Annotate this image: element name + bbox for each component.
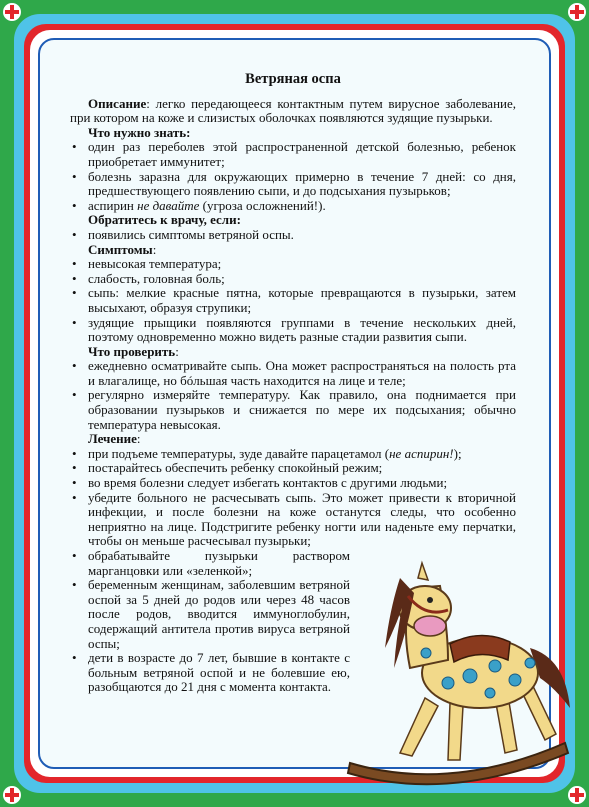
list-item: • ежедневно осматривайте сыпь. Она может распространяться на полость рта и влагалище, но бóльшая часть находится на лице и теле; [70, 359, 516, 388]
list-item: • постарайтесь обеспечить ребенку спокойный режим; [70, 461, 516, 476]
symptoms-heading-colon: : [152, 241, 157, 257]
section-heading-treatment [70, 432, 516, 447]
description-label: Описание [88, 95, 147, 111]
check-list [70, 359, 516, 432]
section-heading-know: Что нужно знать: [88, 124, 191, 140]
know-list [70, 140, 516, 213]
check-heading-text: Что проверить [88, 343, 176, 359]
list-item: • слабость, головная боль; [70, 272, 516, 287]
rocking-horse-illustration [330, 548, 580, 788]
fever-prefix: при подъеме температуры, зуде давайте парацетамол ( [88, 445, 390, 461]
red-cross-icon [570, 5, 584, 19]
list-item: • дети в возрасте до 7 лет, бывшие в контакте с больным ветряной оспой и не болевшие ею, разобщаются до 21 дня с момента контакта. [70, 651, 350, 695]
symptoms-heading-text: Симптомы [88, 241, 153, 257]
list-item [70, 199, 516, 214]
list-item: • зудящие прыщики появляются группами в течение нескольких дней, поэтому одновременно можно видеть разные стадии развития сыпи. [70, 316, 516, 345]
treatment-list [70, 447, 516, 549]
list-item: • сыпь: мелкие красные пятна, которые превращаются в пузырьки, затем высыхают, образуя струпики; [70, 286, 516, 315]
red-cross-icon [570, 788, 584, 802]
list-item: • во время болезни следует избегать контактов с другими людьми; [70, 476, 516, 491]
red-cross-icon [5, 5, 19, 19]
list-item: • убедите больного не расчесывать сыпь. Это может привести к вторичной инфекции, и после болезни на коже останутся следы, что особенно неприятно на лице. Подстригите ребенку ногти или наденьте ему перчатки, чтобы он меньше расчесывал пузырьки; [70, 491, 516, 549]
aspirin-suffix: (угроза осложнений!). [199, 197, 326, 213]
list-item: • регулярно измеряйте температуру. Как правило, она поднимается при образовании пузырьков и снижается по мере их подсыхания; обычно температура невысокая. [70, 388, 516, 432]
treatment-heading-colon: : [136, 431, 141, 447]
list-item: • невысокая температура; [70, 257, 516, 272]
fever-suffix: ); [453, 445, 462, 461]
page-title: Ветряная оспа [245, 71, 341, 87]
red-cross-icon [5, 788, 19, 802]
description-text: : легко передающееся контактным путем вирусное заболевание, при котором на коже и слизистых оболочках появляются зудящие пузырьки. [70, 95, 516, 126]
description [70, 97, 516, 126]
list-item [70, 447, 516, 462]
section-heading-check [70, 345, 516, 360]
symptoms-list [70, 257, 516, 345]
doctor-heading-text: Обратитесь к врачу, если [88, 212, 237, 228]
aspirin-prefix: аспирин [88, 197, 138, 213]
aspirin-warning: не давайте [137, 197, 200, 213]
check-heading-colon: : [175, 343, 179, 359]
list-item: • появились симптомы ветряной оспы. [70, 228, 516, 243]
list-item: • один раз переболев этой распространенной детской болезнью, ребенок приобретает иммунитет; [70, 140, 516, 169]
doctor-list [70, 228, 516, 243]
doctor-heading-colon: : [236, 212, 241, 228]
fever-warning: не аспирин! [389, 445, 454, 461]
list-item: • болезнь заразна для окружающих примерно в течение 7 дней: со дня, предшествующего появлению сыпи, и до подсыхания пузырьков; [70, 170, 516, 199]
treatment-heading-text: Лечение [88, 431, 137, 447]
section-heading-doctor [70, 213, 516, 228]
list-item: • обрабатывайте пузырьки раствором марганцовки или «зеленкой»; [70, 549, 350, 578]
section-heading-symptoms [70, 243, 516, 258]
list-item: • беременным женщинам, заболевшим ветряной оспой за 5 дней до родов или через 48 часов после родов, вводится иммуноглобулин, содержащий антитела против вируса ветряной оспы; [70, 578, 350, 651]
